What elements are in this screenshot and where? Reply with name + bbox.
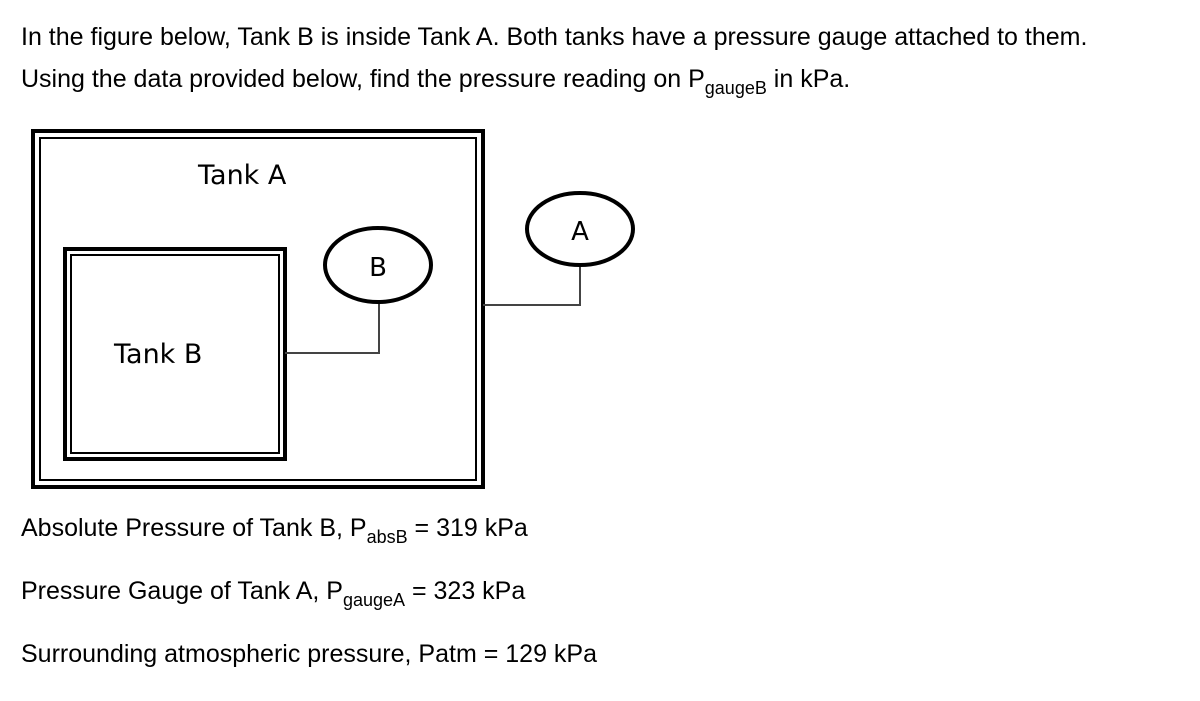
gauge-b-pipe (285, 303, 379, 353)
tank-b-label: Tank B (114, 339, 203, 370)
gauge-a-pipe (483, 266, 580, 305)
gauge-pressure-a-line: Pressure Gauge of Tank A, $P_{gaugeA} = 323$ kPa (21, 577, 526, 610)
gauge-b-label: B (369, 253, 387, 283)
subscript-gaugeb: gaugeB (704, 78, 767, 98)
subscript-absb: absB (366, 527, 408, 547)
question-line-2: Using the data provided below, find the pressure reading on $P_{gaugeB}$ in kPa. (21, 65, 851, 98)
tank-a-label: Tank A (198, 160, 287, 191)
subscript-gaugea: gaugeA (342, 590, 406, 610)
abs-pressure-b-line: Absolute Pressure of Tank B, $P_{absB} = 319$ kPa (21, 514, 528, 547)
question-line-1: In the figure below, Tank B is inside Tank A. Both tanks have a pressure gauge attached to them. (21, 23, 1088, 51)
atm-pressure-line: Surrounding atmospheric pressure, Patm = 129 kPa (21, 640, 598, 668)
gauge-a-label: A (571, 217, 589, 247)
